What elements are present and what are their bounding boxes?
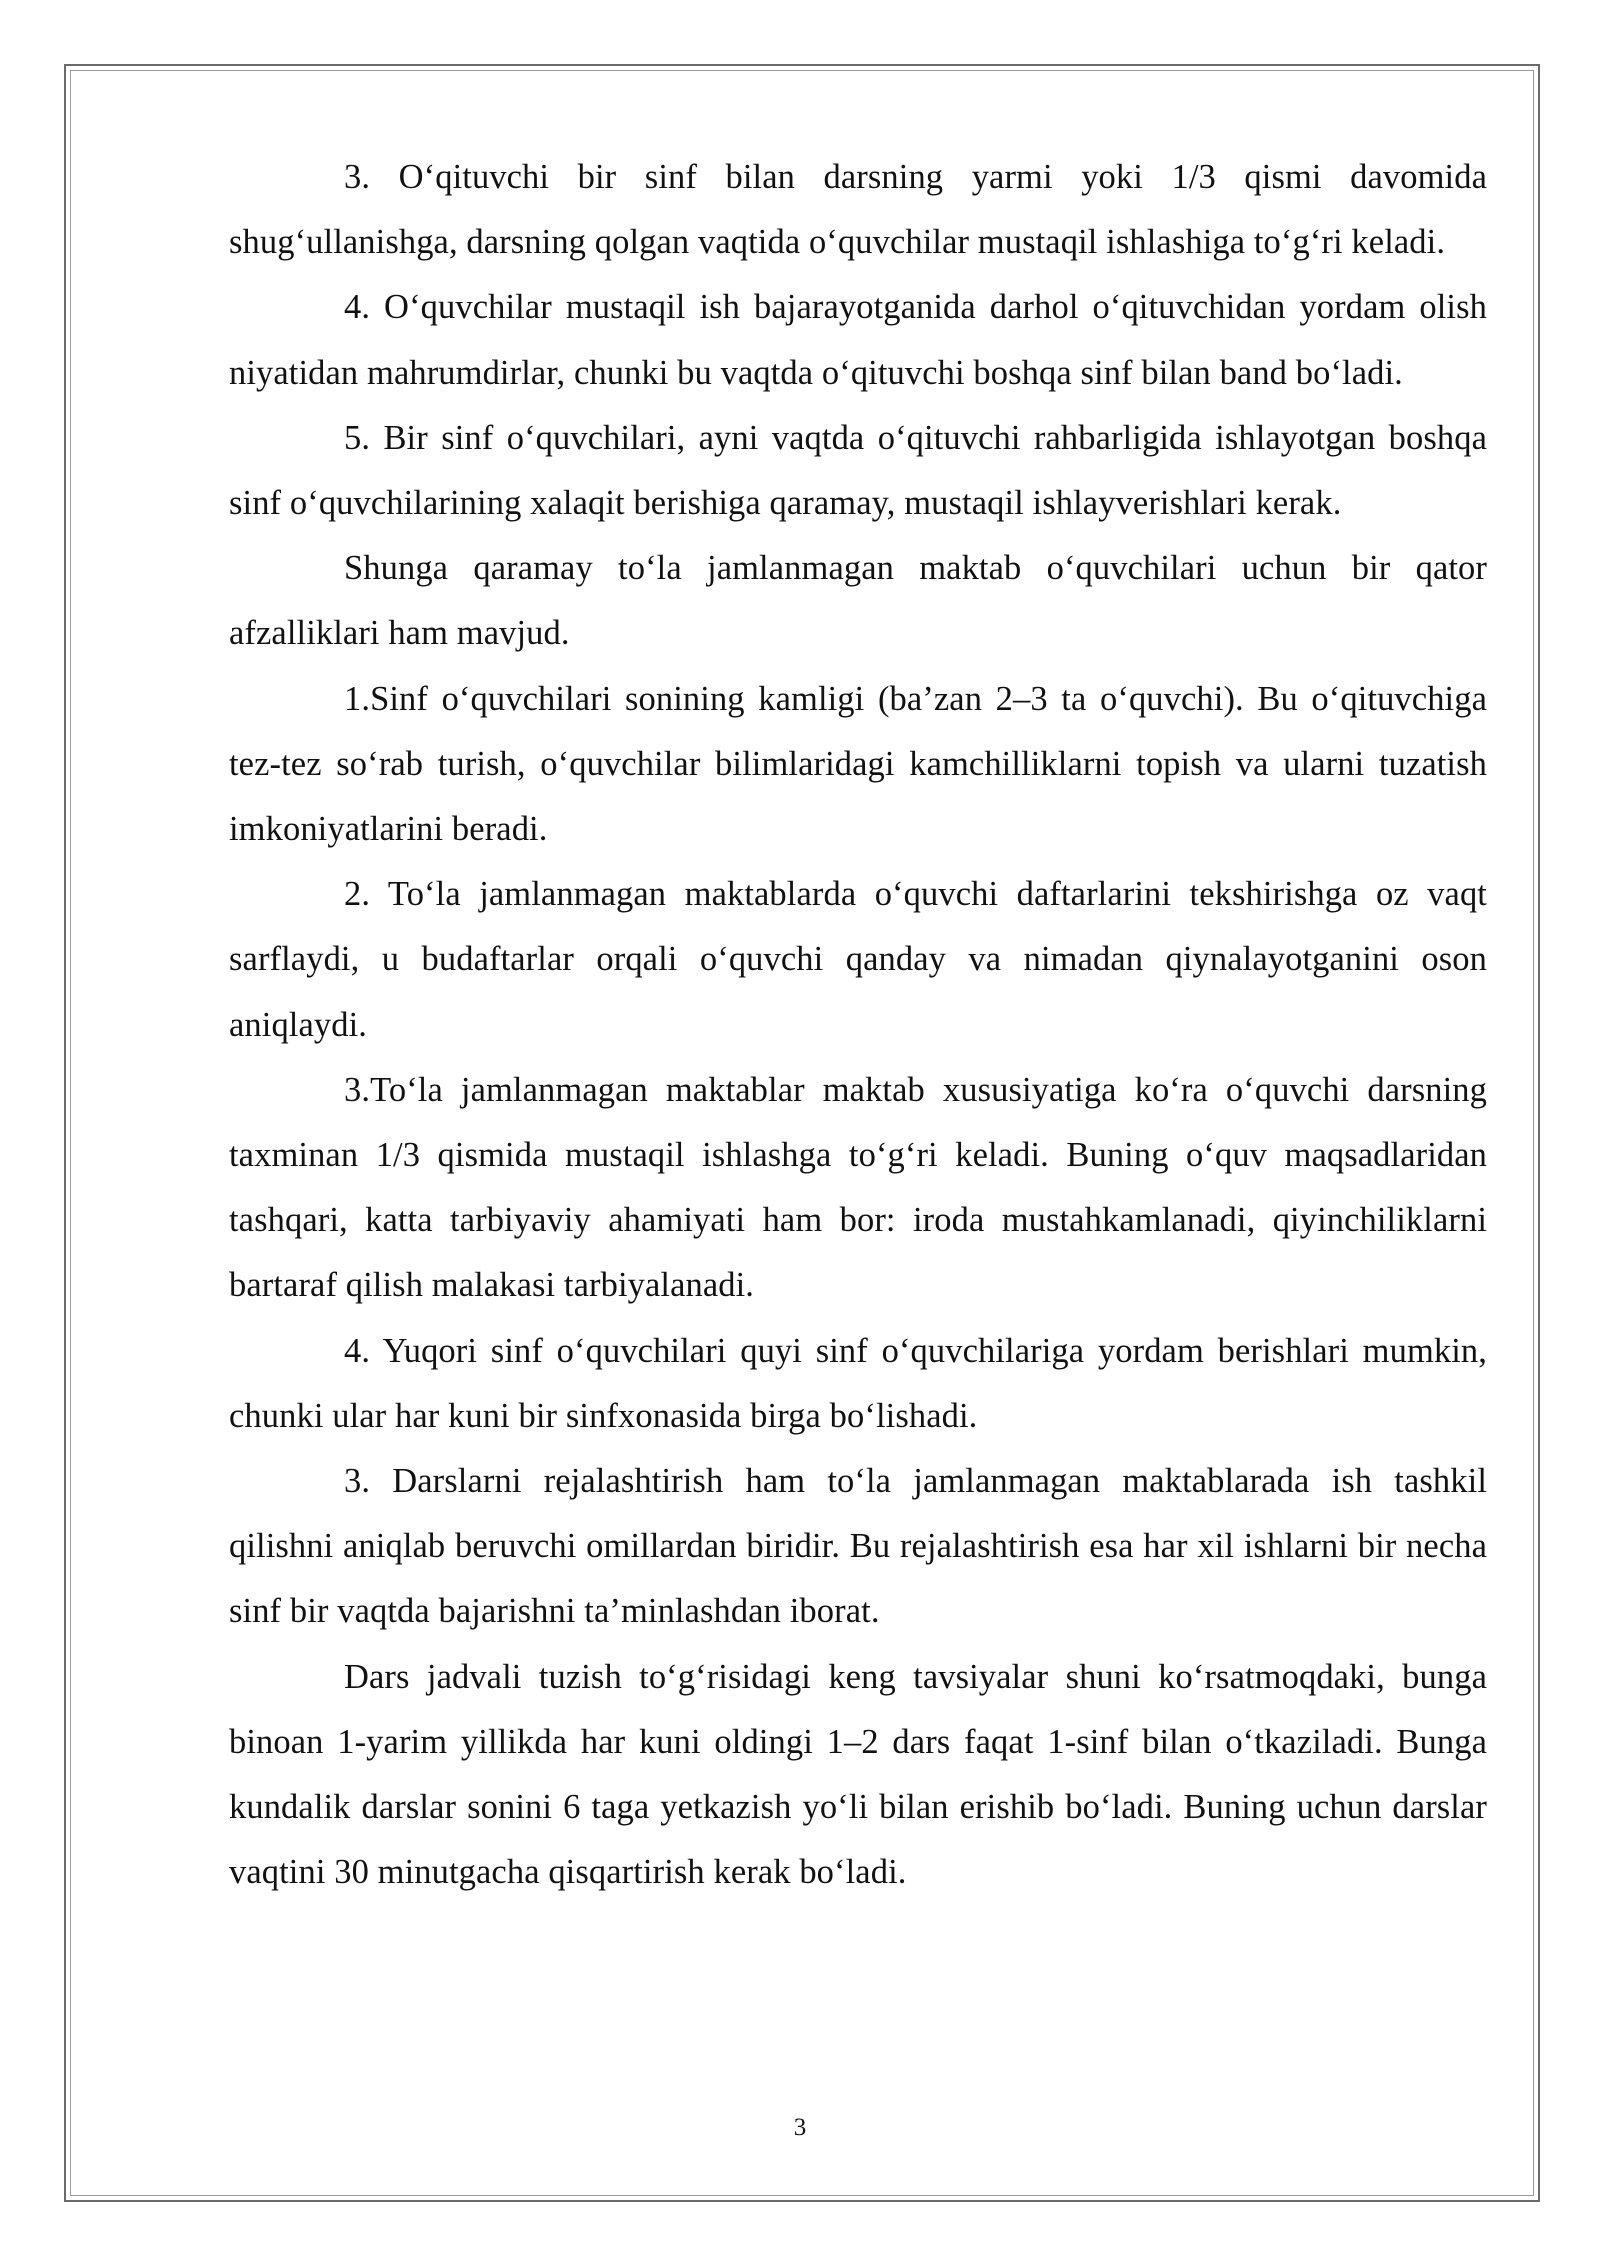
paragraph-8: 4. Yuqori sinf o‘quvchilari quyi sinf o‘quvchilariga yordam berishlari mumkin, chunki ular har kuni bir sinfxonasida birga bo‘lishadi. <box>229 1331 1487 1435</box>
paragraph-1: 3. O‘qituvchi bir sinf bilan darsning yarmi yoki 1/3 qismi davomida shug‘ullanishga, darsning qolgan vaqtida o‘quvchilar mustaqil ishlashiga to‘g‘ri keladi. <box>229 158 1487 262</box>
paragraph-3: 5. Bir sinf o‘quvchilari, ayni vaqtda o‘qituvchi rahbarligida ishlayotgan boshqa sinf o‘quvchilarining xalaqit berishiga qaramay, mustaqil ishlayverishlari kerak. <box>229 418 1487 523</box>
paragraph-9: 3. Darslarni rejalashtirish ham to‘la jamlanmagan maktablarada ish tashkil qilishni aniqlab beruvchi omillardan biridir. Bu rejalashtirish esa har xil ishlarni bir necha sinf bir vaqtda bajarishni ta’minlashdan iborat. <box>229 1462 1487 1631</box>
paragraph-4: Shunga qaramay to‘la jamlanmagan maktab o‘quvchilari uchun bir qator afzalliklari ham mavjud. <box>229 549 1487 653</box>
paragraph-5: 1.Sinf o‘quvchilari sonining kamligi (ba’zan 2–3 ta o‘quvchi). Bu o‘qituvchiga tez-tez so‘rab turish, o‘quvchilar bilimlaridagi kamchilliklarni topish va ularni tuzatish imkoniyatlarini beradi. <box>229 679 1487 849</box>
paragraph-10: Dars jadvali tuzish to‘g‘risidagi keng tavsiyalar shuni ko‘rsatmoqdaki, bunga binoan 1-yarim yillikda har kuni oldingi 1–2 dars faqat 1-sinf bilan o‘tkaziladi. Bunga kundalik darslar sonini 6 taga yetkazish yo‘li bilan erishib bo‘ladi. Buning uchun darslar vaqtini 30 minutgacha qisqartirish kerak bo‘ladi. <box>229 1657 1487 1892</box>
paragraph-2: 4. O‘quvchilar mustaqil ish bajarayotganida darhol o‘qituvchidan yordam olish niyatidan mahrumdirlar, chunki bu vaqtda o‘qituvchi boshqa sinf bilan band bo‘ladi. <box>229 288 1487 392</box>
paragraph-7: 3.To‘la jamlanmagan maktablar maktab xususiyatiga ko‘ra o‘quvchi darsning taxminan 1/3 qismida mustaqil ishlashga to‘g‘ri keladi. Buning o‘quv maqsadlaridan tashqari, katta tarbiyaviy ahamiyati ham bor: iroda mustahkamlanadi, qiyinchiliklarni bartaraf qilish malakasi tarbiyalanadi. <box>229 1070 1487 1305</box>
paragraph-6: 2. To‘la jamlanmagan maktablarda o‘quvchi daftarlarini tekshirishga oz vaqt sarflaydi, u budaftarlar orqali o‘quvchi qanday va nimadan qiynalayotganini oson aniqlaydi. <box>229 875 1487 1044</box>
document-body <box>229 145 1487 1905</box>
page-number: 3 <box>793 2114 807 2141</box>
